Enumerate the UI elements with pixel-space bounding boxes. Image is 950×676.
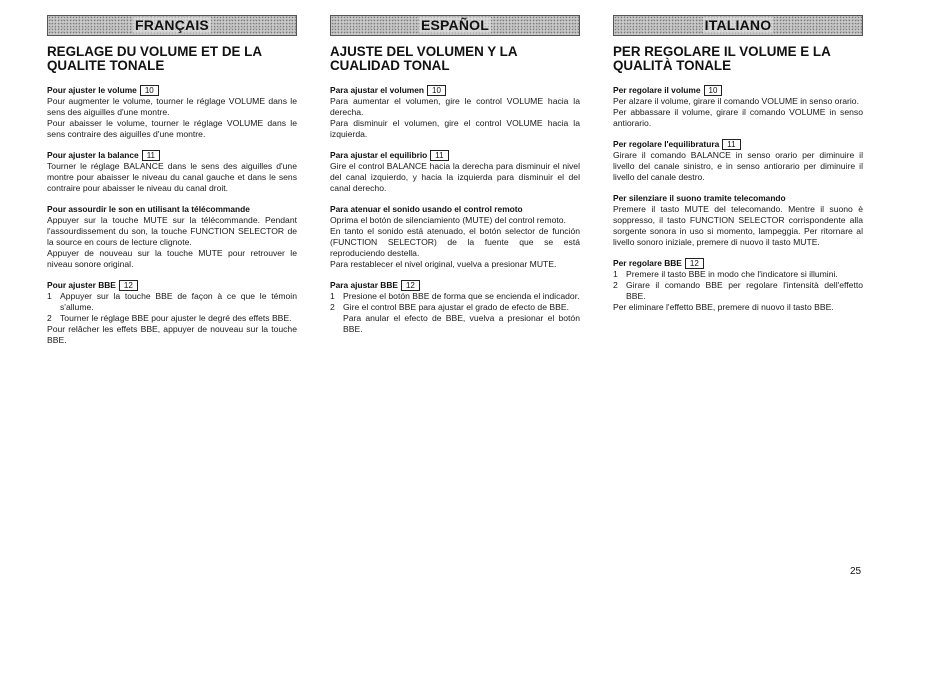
body-paragraph: Para disminuir el volumen, gire el control VOLUME hacia la izquierda. (330, 118, 580, 139)
subsection-heading-text: Pour ajuster BBE (47, 280, 116, 290)
body-paragraph: Per abbassare il volume, girare il comando VOLUME in senso antiorario. (613, 107, 863, 128)
section-title: REGLAGE DU VOLUME ET DE LA QUALITE TONALE (47, 44, 262, 73)
subsection-heading (47, 150, 297, 161)
body-paragraph: Appuyer sur la touche MUTE sur la télécommande. Pendant l'assourdissement du son, la touche FUNCTION SELECTOR de la source en cours de lecture clignote. (47, 215, 297, 247)
subsection (613, 193, 863, 248)
control-reference-number: 12 (685, 258, 704, 269)
body-paragraph: Para aumentar el volumen, gire le control VOLUME hacia la derecha. (330, 96, 580, 117)
step-number: 1 (47, 291, 52, 301)
body-paragraph: Pour augmenter le volume, tourner le réglage VOLUME dans le sens des aiguilles d'une montre. (47, 96, 297, 117)
body-paragraph: Para restablecer el nivel original, vuelva a presionar MUTE. (330, 259, 557, 269)
step-text: Appuyer sur la touche BBE de façon à ce que le témoin s'allume. (60, 291, 297, 312)
control-reference-number: 10 (704, 85, 723, 96)
subsection-heading-text: Para ajustar el equilibrio (330, 150, 428, 160)
numbered-step (330, 291, 580, 302)
body-paragraph: En tanto el sonido está atenuado, el botón selector de función (FUNCTION SELECTOR) de la fuente que se está reproduciendo destella. (330, 226, 580, 258)
step-number: 2 (613, 280, 618, 290)
subsection-heading-text: Pour ajuster le volume (47, 85, 137, 95)
step-text: Premere il tasto BBE in modo che l'indicatore si illumini. (626, 269, 838, 279)
subsection-heading-text: Per silenziare il suono tramite telecomando (613, 193, 786, 203)
subsection-heading (613, 193, 863, 204)
numbered-step (330, 313, 580, 335)
subsection-heading-text: Para atenuar el sonido usando el control remoto (330, 204, 523, 214)
subsection-heading-text: Per regolare l'equilibratura (613, 139, 720, 149)
subsection (613, 258, 863, 313)
language-label: ESPAÑOL (420, 17, 490, 33)
subsection-heading (613, 85, 863, 96)
numbered-step (613, 280, 863, 302)
body-paragraph: Oprima el botón de silenciamiento (MUTE) del control remoto. (330, 215, 566, 225)
subsection-heading (47, 204, 297, 215)
column-italiano (613, 15, 863, 323)
subsection-heading (330, 150, 580, 161)
subsection-heading-text: Per regolare BBE (613, 258, 682, 268)
column-espanol (330, 15, 580, 345)
body-paragraph: Gire el control BALANCE hacia la derecha para disminuir el nivel del canal izquierdo, y hacia la izquierda para disminuir el del canal derecho. (330, 161, 580, 193)
control-reference-number: 10 (427, 85, 446, 96)
body-paragraph: Pour relâcher les effets BBE, appuyer de nouveau sur la touche BBE. (47, 324, 297, 345)
subsection-heading-text: Para ajustar el volumen (330, 85, 425, 95)
body-paragraph: Pour abaisser le volume, tourner le réglage VOLUME dans le sens contraire des aiguilles d'une montre. (47, 118, 297, 139)
step-number: 1 (330, 291, 335, 301)
subsection-heading (613, 258, 863, 269)
language-banner (330, 15, 580, 36)
subsection (47, 150, 297, 194)
section-title: AJUSTE DEL VOLUMEN Y LA CUALIDAD TONAL (330, 44, 518, 73)
step-text: Tourner le réglage BBE pour ajuster le degré des effets BBE. (60, 313, 292, 323)
body-paragraph: Girare il comando BALANCE in senso orario per diminuire il livello del canale sinistro, e in senso antiorario per diminuire il livello del canale destro. (613, 150, 863, 182)
column-francais (47, 15, 297, 356)
numbered-step (47, 313, 297, 324)
body-paragraph: Per eliminare l'effetto BBE, premere di nuovo il tasto BBE. (613, 302, 834, 312)
numbered-step (330, 302, 580, 313)
step-number (330, 313, 343, 335)
step-text: Presione el botón BBE de forma que se encienda el indicador. (343, 291, 580, 301)
subsection-heading-text: Per regolare il volume (613, 85, 701, 95)
language-banner (47, 15, 297, 36)
section-title: PER REGOLARE IL VOLUME E LA QUALITÀ TONALE (613, 44, 831, 73)
subsection-heading-text: Pour ajuster la balance (47, 150, 139, 160)
language-banner (613, 15, 863, 36)
subsection (613, 85, 863, 129)
control-reference-number: 11 (142, 150, 160, 161)
body-paragraph: Premere il tasto MUTE del telecomando. Mentre il suono è soppresso, il tasto FUNCTION SELECTOR corrispondente alla sorgente sonora in uso si momento, lampeggia. Per ritornare al livello sonoro iniziale, premere di nuovo il tasto MUTE. (613, 204, 863, 247)
subsection (47, 204, 297, 270)
step-number: 2 (47, 313, 52, 323)
subsection (47, 85, 297, 140)
language-label: ITALIANO (704, 17, 772, 33)
subsection (330, 85, 580, 140)
subsection-heading (613, 139, 863, 150)
step-number: 2 (330, 302, 335, 312)
step-number: 1 (613, 269, 618, 279)
body-paragraph: Appuyer de nouveau sur la touche MUTE pour retrouver le niveau sonore original. (47, 248, 297, 269)
step-text: Para anular el efecto de BBE, vuelva a presionar el botón BBE. (343, 313, 580, 334)
numbered-step (613, 269, 863, 280)
control-reference-number: 12 (401, 280, 420, 291)
control-reference-number: 11 (722, 139, 740, 150)
subsection (330, 280, 580, 335)
subsection-heading (330, 85, 580, 96)
subsection (330, 150, 580, 194)
language-label: FRANÇAIS (135, 17, 209, 33)
numbered-step (47, 291, 297, 313)
subsection-heading (47, 280, 297, 291)
control-reference-number: 10 (140, 85, 159, 96)
subsection-heading-text: Para ajustar BBE (330, 280, 398, 290)
subsection-heading (330, 204, 580, 215)
control-reference-number: 12 (119, 280, 138, 291)
step-text: Gire el control BBE para ajustar el grado de efecto de BBE. (343, 302, 569, 312)
subsection (330, 204, 580, 270)
step-text: Girare il comando BBE per regolare l'intensità dell'effetto BBE. (626, 280, 863, 301)
page-number: 25 (850, 566, 862, 577)
subsection-heading-text: Pour assourdir le son en utilisant la télécommande (47, 204, 250, 214)
subsection (613, 139, 863, 183)
subsection (47, 280, 297, 346)
body-paragraph: Per alzare il volume, girare il comando VOLUME in senso orario. (613, 96, 859, 106)
body-paragraph: Tourner le réglage BALANCE dans le sens des aiguilles d'une montre pour abaisser le niveau du canal gauche et dans le sens contraire pour abaisser le niveau du canal droit. (47, 161, 297, 193)
subsection-heading (330, 280, 580, 291)
control-reference-number: 11 (430, 150, 448, 161)
subsection-heading (47, 85, 297, 96)
